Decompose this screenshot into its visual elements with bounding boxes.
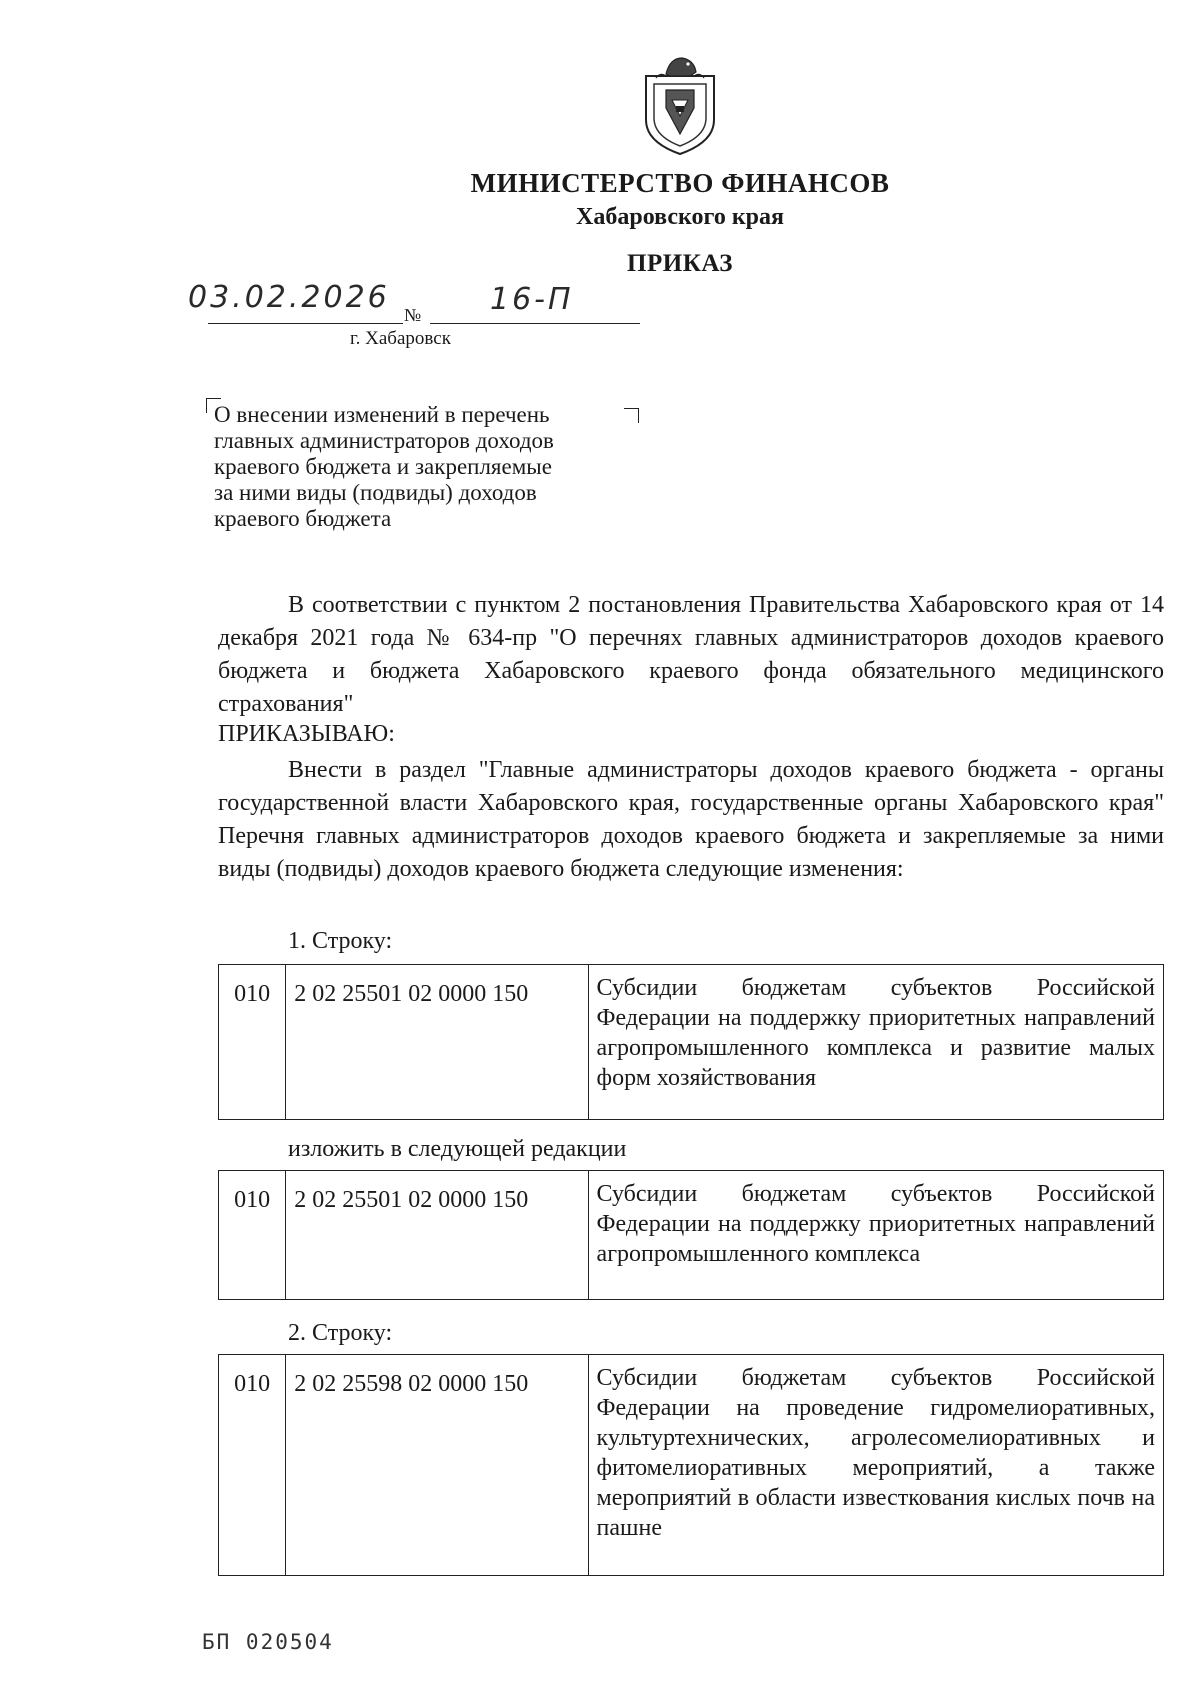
description-cell: Субсидии бюджетам субъектов Российской Федерации на поддержку приоритетных направлений агропромышленного комплекса и развитие малых форм хозяйствования: [588, 965, 1163, 1120]
subject-line: краевого бюджета: [214, 506, 392, 531]
form-code: БП 020504: [202, 1630, 334, 1654]
description-cell: Субсидии бюджетам субъектов Российской Федерации на проведение гидромелиоративных, культуртехнических, агролесомелиоративных и фитомелиоративных мероприятий, а также мероприятий в области известкования кислых почв на пашне: [588, 1355, 1163, 1576]
order-word: ПРИКАЗЫВАЮ:: [218, 721, 395, 747]
table-row: [219, 1171, 1164, 1300]
region-name: Хабаровского края: [576, 204, 784, 230]
subject-line: за ними виды (подвиды) доходов: [214, 480, 537, 505]
document-type: ПРИКАЗ: [627, 250, 733, 277]
table-row: [219, 1355, 1164, 1576]
description-cell: Субсидии бюджетам субъектов Российской Федерации на поддержку приоритетных направлений агропромышленного комплекса: [588, 1171, 1163, 1300]
preamble-paragraph: В соответствии с пунктом 2 постановления Правительства Хабаровского края от 14 декабря 2021 года № 634-пр "О перечнях главных администраторов доходов краевого бюджета и бюджета Хабаровского краевого фонда обязательного медицинского страхования": [218, 592, 1164, 717]
item2-label: 2. Строку:: [288, 1320, 393, 1346]
date-underline: [208, 323, 403, 324]
table-row: [219, 965, 1164, 1120]
subject-line: О внесении изменений в перечень: [214, 402, 550, 427]
order-date: 03.02.2026: [188, 280, 390, 315]
order-subject: [214, 402, 634, 532]
item1-old-row-table: [218, 964, 1164, 1120]
ministry-name: МИНИСТЕРСТВО ФИНАНСОВ: [470, 168, 890, 198]
item2-old-row-table: [218, 1354, 1164, 1576]
number-underline: [430, 323, 640, 324]
kbk-code-cell: 2 02 25501 02 0000 150: [286, 1171, 588, 1300]
item1-label: 1. Строку:: [288, 928, 393, 954]
instruction-paragraph: Внести в раздел "Главные администраторы доходов краевого бюджета - органы государственной власти Хабаровского края, государственные органы Хабаровского края" Перечня главных администраторов доходов краевого бюджета и закрепляемые за ними виды (подвиды) доходов краевого бюджета следующие изменения:: [218, 757, 1164, 882]
replace-label: изложить в следующей редакции: [288, 1136, 627, 1162]
subject-line: краевого бюджета и закрепляемые: [214, 454, 552, 479]
number-sign: №: [404, 305, 422, 325]
order-number: 16-П: [490, 282, 574, 317]
subject-line: главных администраторов доходов: [214, 428, 554, 453]
admin-code-cell: 010: [219, 965, 286, 1120]
admin-code-cell: 010: [219, 1171, 286, 1300]
kbk-code-cell: 2 02 25598 02 0000 150: [286, 1355, 588, 1576]
city: г. Хабаровск: [350, 328, 451, 349]
admin-code-cell: 010: [219, 1355, 286, 1576]
item1-new-row-table: [218, 1170, 1164, 1300]
kbk-code-cell: 2 02 25501 02 0000 150: [286, 965, 588, 1120]
khabarovsk-coat-of-arms-icon: [636, 50, 724, 158]
